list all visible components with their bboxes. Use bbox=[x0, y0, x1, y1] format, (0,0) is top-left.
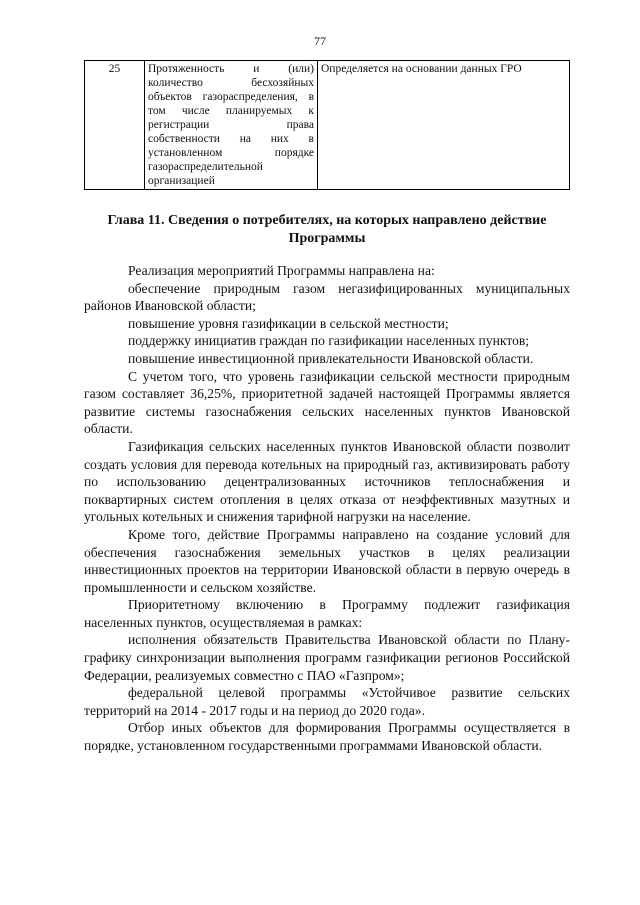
table-row bbox=[85, 61, 570, 190]
paragraph: федеральной целевой программы «Устойчивое развитие сельских территорий на 2014 - 2017 годы и на период до 2020 года». bbox=[84, 685, 570, 718]
paragraph: повышение инвестиционной привлекательности Ивановской области. bbox=[128, 350, 534, 366]
paragraph: Реализация мероприятий Программы направлена на: bbox=[128, 263, 435, 278]
paragraph: поддержку инициатив граждан по газификации населенных пунктов; bbox=[128, 333, 530, 349]
paragraph: Отбор иных объектов для формирования Программы осуществляется в порядке, установленном государственными программами Ивановской области. bbox=[84, 720, 570, 754]
paragraph: С учетом того, что уровень газификации сельской местности природным газом составляет 36,25%, приоритетной задачей настоящей Программы является развитие системы газоснабжения сельских населенных пунктов Ивановской области. bbox=[84, 368, 570, 437]
paragraph: повышение уровня газификации в сельской местности; bbox=[128, 315, 449, 331]
page-number: 77 bbox=[314, 34, 326, 48]
data-source-cell: Определяется на основании данных ГРО bbox=[318, 61, 570, 190]
indicator-table bbox=[84, 60, 570, 190]
paragraph: Приоритетному включению в Программу подлежит газификация населенных пунктов, осуществляемая в рамках: bbox=[84, 597, 570, 630]
indicator-description-cell: Протяженность и (или) количество бесхозяйных объектов газораспределения, в том числе планируемых к регистрации права собственности на них в установленном порядке газораспределительной организацией bbox=[145, 61, 318, 190]
paragraph: обеспечение природным газом негазифицированных муниципальных районов Ивановской области; bbox=[84, 280, 570, 314]
chapter-body bbox=[84, 262, 570, 755]
paragraph: Газификация сельских населенных пунктов Ивановской области позволит создать условия для перевода котельных на природный газ, активизировать работу по использованию децентрализованных источников теплоснабжения и поквартирных систем отопления в целях отказа от неэффективных мазутных и угольных котельных и снижения тарифной нагрузки на население. bbox=[84, 438, 570, 525]
chapter-title: Глава 11. Сведения о потребителях, на которых направлено действие Программы bbox=[107, 213, 547, 246]
paragraph: Кроме того, действие Программы направлено на создание условий для обеспечения газоснабжения земельных участков в целях реализации инвестиционных проектов на территории Ивановской области в первую очередь в промышленности и сельском хозяйстве. bbox=[84, 526, 570, 595]
paragraph: исполнения обязательств Правительства Ивановской области по Плану-графику синхронизации выполнения программ газификации регионов Российской Федерации, реализуемых совместно с ПАО «Газпром»; bbox=[84, 632, 570, 683]
row-number-cell: 25 bbox=[85, 61, 145, 190]
